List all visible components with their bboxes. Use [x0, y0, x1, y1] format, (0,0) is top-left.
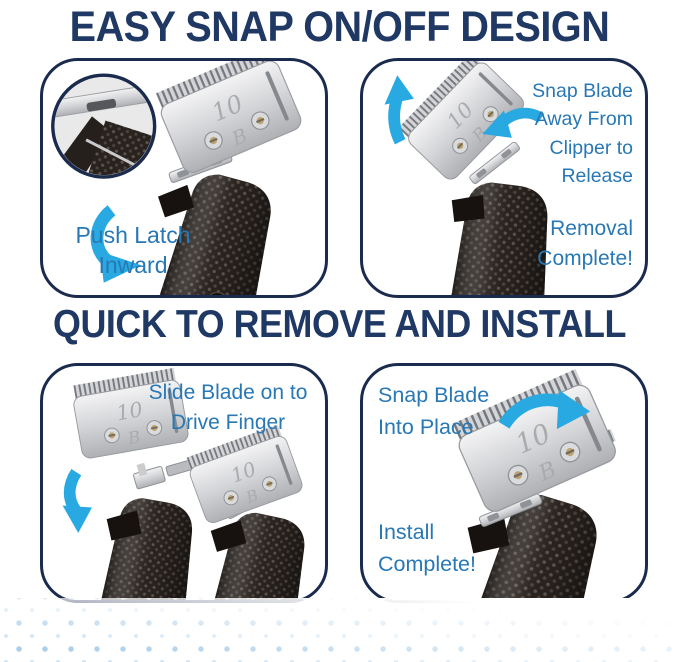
- install-status-caption: Install Complete!: [378, 519, 476, 576]
- panel-release: [360, 58, 648, 298]
- slide-blade-caption: Slide Blade on to Drive Finger: [148, 381, 308, 435]
- halftone-dots: [0, 598, 679, 662]
- section-title: QUICK TO REMOVE AND INSTALL: [53, 303, 626, 346]
- panel-push-latch: [40, 58, 328, 298]
- push-latch-caption: Push Latch Inward: [75, 222, 191, 279]
- release-step-caption: Snap Blade Away From Clipper to Release: [532, 80, 633, 187]
- clipper-body-illustration: [87, 494, 206, 600]
- blade-illustration: [153, 61, 304, 176]
- page-title: EASY SNAP ON/OFF DESIGN: [69, 3, 610, 51]
- release-status-caption: Removal Complete!: [537, 217, 633, 270]
- curved-arrow-down-icon: [63, 472, 92, 533]
- drive-finger: [131, 450, 194, 489]
- snap-into-place-caption: Snap Blade Into Place: [378, 383, 490, 440]
- panel-snap-into-place: [360, 363, 648, 603]
- magnifier-inset: [52, 75, 156, 193]
- panel-slide-blade: [40, 363, 328, 603]
